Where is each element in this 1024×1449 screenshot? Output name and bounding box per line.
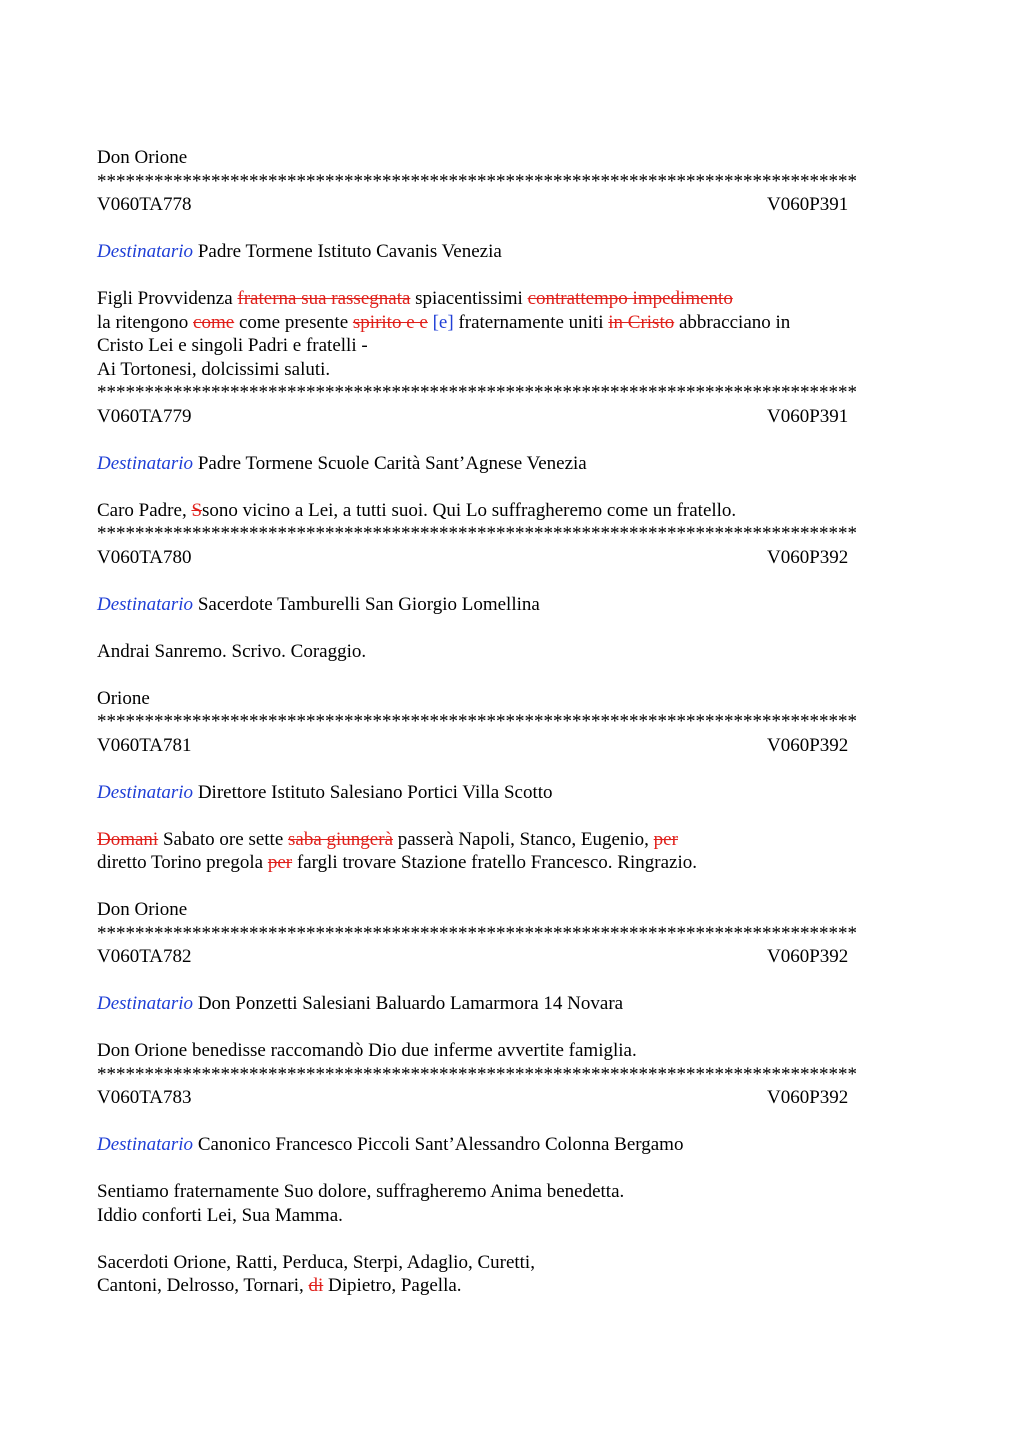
inserted-text: [e] <box>432 311 454 333</box>
blank-line <box>97 1227 927 1251</box>
body-text: Sentiamo fraternamente Suo dolore, suffragheremo Anima benedetta. <box>97 1181 625 1202</box>
letter-id: V060TA781 <box>97 734 192 756</box>
body-line <box>97 1039 927 1063</box>
letter-id: V060TA779 <box>97 405 192 427</box>
body-text: passerà Napoli, Stanco, Eugenio, <box>393 828 654 850</box>
deleted-text: fraterna sua rassegnata <box>237 288 411 309</box>
body-line <box>97 334 927 358</box>
letter-id: V060TA778 <box>97 194 192 215</box>
blank-line <box>97 616 927 640</box>
body-text: Cantoni, Delrosso, Tornari, <box>97 1275 309 1296</box>
body-line <box>97 1180 927 1204</box>
body-text: Don Orione benedisse raccomandò Dio due inferme avvertite famiglia. <box>97 1040 637 1061</box>
deleted-text: per <box>267 852 293 873</box>
recipient-line <box>97 452 927 476</box>
body-text: sono vicino a Lei, a tutti suoi. Qui Lo suffragheremo come un fratello. <box>202 499 737 521</box>
destinatario-label: Destinatario <box>97 993 194 1014</box>
recipient-line <box>97 240 927 264</box>
letter-id-row <box>97 546 927 570</box>
recipient-line <box>97 1133 927 1157</box>
body-text: diretto Torino pregola <box>97 852 268 873</box>
page-reference: V060P391 <box>767 405 849 427</box>
page-reference: V060P392 <box>767 1087 849 1108</box>
blank-line <box>97 804 927 828</box>
letter-id: V060TA783 <box>97 1087 192 1108</box>
recipient-name: Canonico Francesco Piccoli Sant’Alessandro Colonna Bergamo <box>197 1134 684 1155</box>
separator-stars: ******************************************************************************** <box>97 523 857 544</box>
deleted-text: come <box>193 311 235 333</box>
blank-line <box>97 969 927 993</box>
body-text: Figli Provvidenza <box>97 288 238 309</box>
deleted-text: in Cristo <box>608 311 675 333</box>
destinatario-label: Destinatario <box>97 241 194 262</box>
letter-id-row <box>97 193 927 217</box>
body-text: abbracciano in <box>674 311 791 333</box>
blank-line <box>97 428 927 452</box>
deleted-text: spirito e e <box>352 311 428 333</box>
separator-stars: ******************************************************************************** <box>97 170 857 192</box>
body-text: Orione <box>97 687 150 709</box>
body-line <box>97 311 927 335</box>
body-text: spiacentissimi <box>410 288 528 309</box>
body-text: Sabato ore sette <box>158 828 289 850</box>
body-line <box>97 828 927 852</box>
page-reference: V060P392 <box>767 946 849 967</box>
recipient-name: Direttore Istituto Salesiano Portici Villa Scotto <box>197 781 553 803</box>
letter-id-row <box>97 405 927 429</box>
recipient-line <box>97 781 927 805</box>
body-line <box>97 287 927 311</box>
body-text: Dipietro, Pagella. <box>323 1275 462 1296</box>
blank-line <box>97 217 927 241</box>
destinatario-label: Destinatario <box>97 781 194 803</box>
letter-id: V060TA782 <box>97 946 192 967</box>
separator-stars: ******************************************************************************** <box>97 711 857 732</box>
destinatario-label: Destinatario <box>97 1134 194 1155</box>
body-line <box>97 851 927 875</box>
body-line <box>97 1204 927 1228</box>
blank-line <box>97 1157 927 1181</box>
body-line <box>97 1251 927 1275</box>
letter-id-row <box>97 734 927 758</box>
blank-line <box>97 1110 927 1134</box>
body-line <box>97 640 927 664</box>
letter-id-row <box>97 945 927 969</box>
page-reference: V060P392 <box>767 546 849 568</box>
body-text: Caro Padre, <box>97 499 192 521</box>
recipient-name: Padre Tormene Scuole Carità Sant’Agnese Venezia <box>197 452 587 474</box>
document-content <box>97 146 927 1298</box>
deleted-text: contrattempo impedimento <box>527 288 733 309</box>
deleted-text: Domani <box>97 828 159 850</box>
recipient-name: Don Ponzetti Salesiani Baluardo Lamarmora 14 Novara <box>197 993 624 1014</box>
letter-id: V060TA780 <box>97 546 192 568</box>
recipient-line <box>97 593 927 617</box>
recipient-name: Padre Tormene Istituto Cavanis Venezia <box>197 241 502 262</box>
deleted-text: per <box>653 828 678 850</box>
body-line <box>97 687 927 711</box>
body-text: la ritengono <box>97 311 194 333</box>
page-reference: V060P391 <box>767 194 849 215</box>
deleted-text: S <box>191 499 203 521</box>
blank-line <box>97 569 927 593</box>
separator-stars: ******************************************************************************** <box>97 382 857 403</box>
body-text: Ai Tortonesi, dolcissimi saluti. <box>97 358 331 380</box>
body-line <box>97 499 927 523</box>
recipient-line <box>97 992 927 1016</box>
body-line <box>97 358 927 382</box>
separator-stars: ******************************************************************************** <box>97 1063 857 1085</box>
body-text: Don Orione <box>97 899 188 920</box>
body-text: Andrai Sanremo. Scrivo. Coraggio. <box>97 640 367 662</box>
destinatario-label: Destinatario <box>97 593 194 615</box>
letter-id-row <box>97 1086 927 1110</box>
body-text: Sacerdoti Orione, Ratti, Perduca, Sterpi, Adaglio, Curetti, <box>97 1251 535 1273</box>
body-text: fraternamente uniti <box>453 311 609 333</box>
body-text: Iddio conforti Lei, Sua Mamma. <box>97 1204 343 1226</box>
blank-line <box>97 757 927 781</box>
separator-stars: ******************************************************************************** <box>97 922 857 944</box>
body-text: come presente <box>234 311 353 333</box>
destinatario-label: Destinatario <box>97 452 194 474</box>
deleted-text: saba giungerà <box>288 828 393 850</box>
body-text: Cristo Lei e singoli Padri e fratelli - <box>97 335 368 356</box>
header-signature: Don Orione <box>97 147 188 168</box>
deleted-text: di <box>308 1275 324 1296</box>
blank-line <box>97 475 927 499</box>
blank-line <box>97 1016 927 1040</box>
page-reference: V060P392 <box>767 734 849 756</box>
blank-line <box>97 663 927 687</box>
body-line <box>97 1274 927 1298</box>
blank-line <box>97 875 927 899</box>
body-text: fargli trovare Stazione fratello Francesco. Ringrazio. <box>292 852 697 873</box>
recipient-name: Sacerdote Tamburelli San Giorgio Lomellina <box>197 593 540 615</box>
body-line <box>97 898 927 922</box>
blank-line <box>97 264 927 288</box>
